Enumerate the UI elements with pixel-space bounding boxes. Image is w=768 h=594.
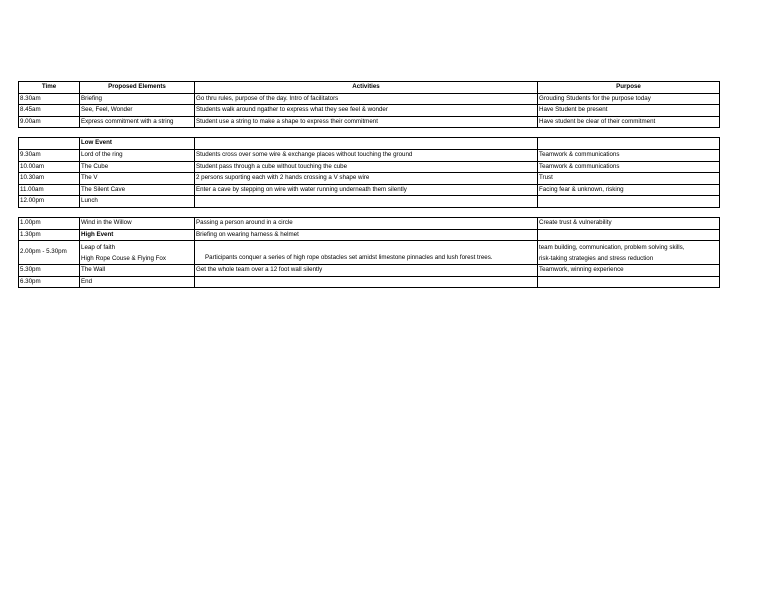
purpose-cell xyxy=(538,229,720,241)
activity-cell: Students walk around ngather to express what they see feel & wonder xyxy=(195,105,538,117)
activity-cell: Students cross over some wire & exchange places without touching the ground xyxy=(195,149,538,161)
table-row xyxy=(19,149,720,161)
element-cell: The V xyxy=(80,173,195,185)
header-row xyxy=(19,82,720,94)
time-cell: 2.00pm - 5.30pm xyxy=(19,241,80,265)
element-cell: High Event xyxy=(80,229,195,241)
purpose-cell: Teamwork, winning experience xyxy=(538,265,720,277)
morning-table xyxy=(18,81,720,128)
time-cell: 5.30pm xyxy=(19,265,80,277)
purpose-cell xyxy=(538,196,720,208)
element-cell: Wind in the Willow xyxy=(80,217,195,229)
activity-cell: Briefing on wearing harness & helmet xyxy=(195,229,538,241)
purpose-cell: Create trust & vulnerability xyxy=(538,217,720,229)
element-line: High Rope Couse & Flying Fox xyxy=(81,254,166,262)
table-row xyxy=(19,241,720,265)
schedule-sheet xyxy=(18,81,719,288)
time-cell: 8.30am xyxy=(19,93,80,105)
table-row xyxy=(19,161,720,173)
activity-cell xyxy=(195,276,538,288)
table-row xyxy=(19,116,720,128)
table-row xyxy=(19,93,720,105)
activity-cell: Student pass through a cube without touching the cube xyxy=(195,161,538,173)
purpose-cell: Facing fear & unknown, risking xyxy=(538,184,720,196)
purpose-line: team building, communication, problem solving skills, xyxy=(539,243,685,251)
time-cell: 10.30am xyxy=(19,173,80,185)
table-row xyxy=(19,265,720,277)
activity-cell xyxy=(195,196,538,208)
element-cell: The Cube xyxy=(80,161,195,173)
header-activities: Activities xyxy=(195,82,538,94)
element-cell xyxy=(80,241,195,265)
activity-cell: 2 persons suporting each with 2 hands crossing a V shape wire xyxy=(195,173,538,185)
time-cell: 11.00am xyxy=(19,184,80,196)
time-cell: 1.30pm xyxy=(19,229,80,241)
table-row xyxy=(19,276,720,288)
table-row xyxy=(19,173,720,185)
table-row xyxy=(19,184,720,196)
activity-cell: Get the whole team over a 12 foot wall silently xyxy=(195,265,538,277)
purpose-cell: Grouding Students for the purpose today xyxy=(538,93,720,105)
element-cell: End xyxy=(80,276,195,288)
table-row xyxy=(19,229,720,241)
element-cell: The Wall xyxy=(80,265,195,277)
purpose-cell xyxy=(538,241,720,265)
time-cell: 12.00pm xyxy=(19,196,80,208)
table-row xyxy=(19,217,720,229)
element-cell: Express commitment with a string xyxy=(80,116,195,128)
element-cell: See, Feel, Wonder xyxy=(80,105,195,117)
afternoon-table xyxy=(18,217,720,288)
element-line: Leap of faith xyxy=(81,243,116,251)
activity-cell: Go thru rules, purpose of the day. Intro of facilitators xyxy=(195,93,538,105)
element-cell: Lord of the ring xyxy=(80,149,195,161)
time-cell: 9.30am xyxy=(19,149,80,161)
table-row xyxy=(19,196,720,208)
time-cell: 8.45am xyxy=(19,105,80,117)
activity-cell: Enter a cave by stepping on wire with water running underneath them silently xyxy=(195,184,538,196)
activity-cell: Student use a string to make a shape to express their commitment xyxy=(195,116,538,128)
time-cell: 6.30pm xyxy=(19,276,80,288)
section-title-row xyxy=(19,138,720,150)
header-time: Time xyxy=(19,82,80,94)
purpose-cell: Teamwork & communications xyxy=(538,149,720,161)
table-row xyxy=(19,105,720,117)
time-cell: 1.00pm xyxy=(19,217,80,229)
element-cell: The Silent Cave xyxy=(80,184,195,196)
section-title: Low Event xyxy=(80,138,195,150)
purpose-cell: Have student be clear of their commitment xyxy=(538,116,720,128)
header-purpose: Purpose xyxy=(538,82,720,94)
activity-cell: Participants conquer a series of high rope obstacles set amidst limestone pinnacles and lush forest trees. xyxy=(195,241,538,265)
time-cell: 9.00am xyxy=(19,116,80,128)
time-cell: 10.00am xyxy=(19,161,80,173)
activity-cell: Passing a person around in a circle xyxy=(195,217,538,229)
element-cell: Briefing xyxy=(80,93,195,105)
purpose-cell: Have Student be present xyxy=(538,105,720,117)
purpose-line: risk-taking strategies and stress reduction xyxy=(539,254,654,262)
purpose-cell: Teamwork & communications xyxy=(538,161,720,173)
element-cell: Lunch xyxy=(80,196,195,208)
purpose-cell: Trust xyxy=(538,173,720,185)
purpose-cell xyxy=(538,276,720,288)
low-event-table xyxy=(18,137,720,208)
header-elements: Proposed Elements xyxy=(80,82,195,94)
